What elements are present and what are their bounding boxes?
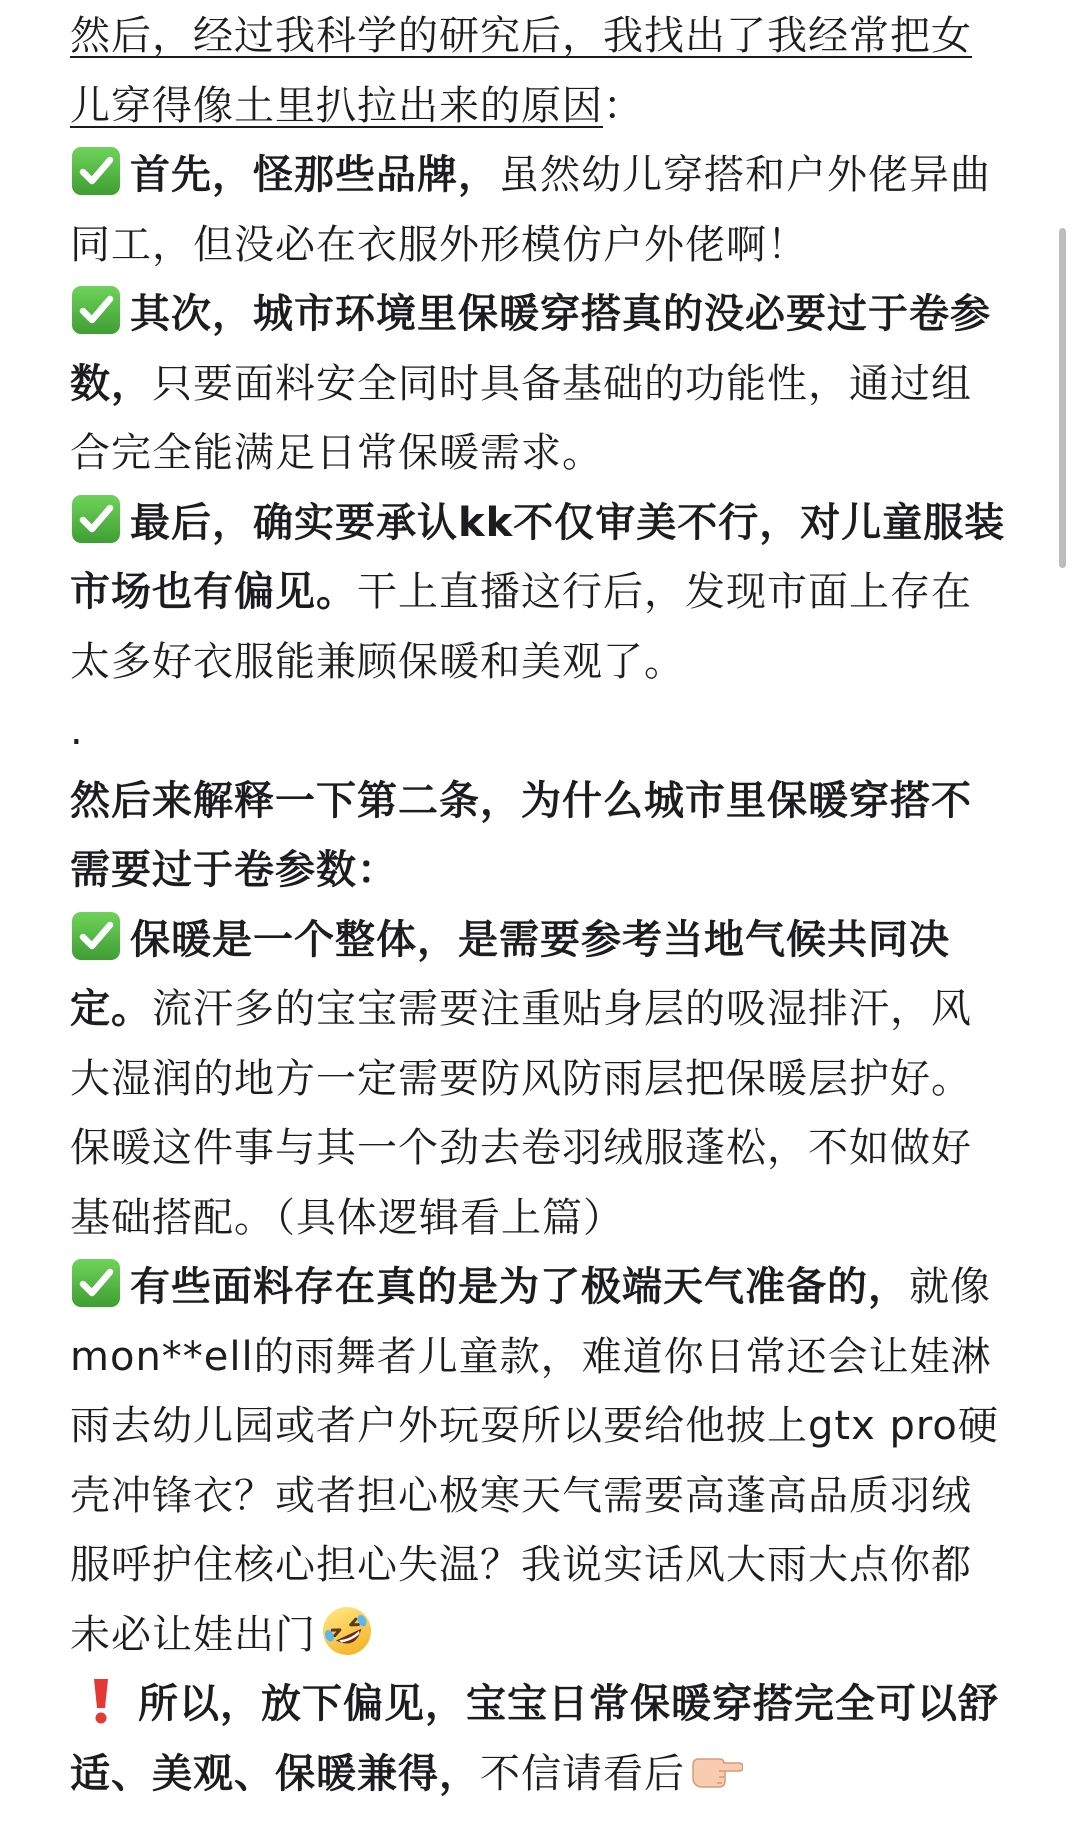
section2-heading-text: 然后来解释一下第二条，为什么城市里保暖穿搭不需要过于卷参数： (70, 777, 972, 893)
point-third-bold: 最后，确实要承认kk不仅审美不行，对儿童服装市场也有偏见。 (70, 499, 1006, 615)
separator-dot: . (70, 708, 84, 754)
point-first-text: 虽然幼儿穿搭和户外佬异曲同工，但没必在衣服外形模仿户外佬啊！ (70, 152, 991, 268)
conclusion-paragraph (70, 1670, 1010, 1809)
point-third-text: 干上直播这行后，发现市面上存在太多好衣服能兼顾保暖和美观了。 (70, 569, 972, 685)
article-body (70, 2, 1010, 1809)
section2-point-first-text: 流汗多的宝宝需要注重贴身层的吸湿排汗，风大湿润的地方一定需要防风防雨层把保暖层护好。保暖这件事与其一个劲去卷羽绒服蓬松，不如做好基础搭配。（具体逻辑看上篇） (70, 986, 972, 1241)
intro-colon: ： (603, 82, 644, 129)
check-mark-icon (70, 493, 122, 545)
section2-heading (70, 767, 1010, 906)
backhand-pointing-right-icon (689, 1743, 743, 1797)
check-mark-icon (70, 910, 122, 962)
section2-point-first (70, 906, 1010, 1254)
conclusion-bold: 所以，放下偏见，宝宝日常保暖穿搭完全可以舒适、美观、保暖兼得， (70, 1681, 999, 1797)
section2-point-second-text: 就像mon**ell的雨舞者儿童款，难道你日常还会让娃淋雨去幼儿园或者户外玩耍所以要给他披上gtx pro硬壳冲锋衣？或者担心极寒天气需要高蓬高品质羽绒服呼护住核心担心失温？我说实话风大雨大点你都未必让娃出门 (70, 1264, 999, 1658)
point-second (70, 280, 1010, 489)
check-mark-icon (70, 1257, 122, 1309)
section2-point-second (70, 1253, 1010, 1670)
rolling-on-floor-laughing-icon (320, 1604, 374, 1658)
scrollbar-thumb[interactable] (1059, 228, 1066, 568)
section2-point-first-bold: 保暖是一个整体，是需要参考当地气候共同决定。 (70, 916, 950, 1032)
intro-underlined-text: 然后，经过我科学的研究后，我找出了我经常把女儿穿得像土里扒拉出来的原因 (70, 13, 972, 129)
point-second-text: 只要面料安全同时具备基础的功能性，通过组合完全能满足日常保暖需求。 (70, 360, 972, 476)
point-third (70, 489, 1010, 698)
red-exclamation-icon (86, 1674, 116, 1726)
conclusion-text: 不信请看后 (480, 1750, 685, 1797)
point-second-bold: 其次，城市环境里保暖穿搭真的没必要过于卷参数， (70, 291, 991, 407)
point-first-bold: 首先，怪那些品牌， (130, 152, 499, 198)
check-mark-icon (70, 145, 122, 197)
section2-point-second-bold: 有些面料存在真的是为了极端天气准备的， (130, 1264, 909, 1310)
intro-paragraph (70, 2, 1010, 141)
point-first (70, 141, 1010, 280)
check-mark-icon (70, 284, 122, 336)
